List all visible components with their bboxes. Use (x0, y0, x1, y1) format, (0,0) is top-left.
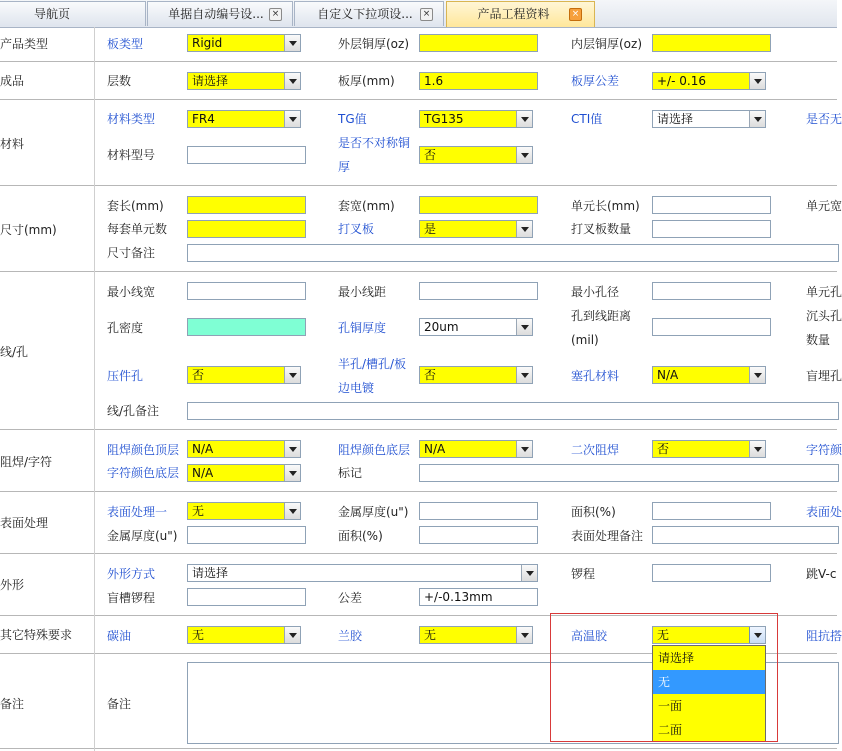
truncated-label: 数量 (806, 333, 831, 347)
routing-input[interactable] (652, 564, 771, 582)
tg-value: TG135 (424, 112, 464, 126)
metal-thickness2-input[interactable] (187, 526, 306, 544)
tolerance-label: 板厚公差 (571, 74, 620, 88)
section-outline: 外形 (0, 578, 25, 592)
section-surface: 表面处理 (0, 516, 49, 530)
solder-bottom-label: 阻焊颜色底层 (338, 443, 411, 457)
outline-method-label: 外形方式 (107, 567, 156, 581)
row-divider (0, 491, 837, 492)
hole-copper-select[interactable] (419, 318, 533, 336)
min-line-width-input[interactable] (187, 282, 306, 300)
hole-density-label: 孔密度 (107, 321, 144, 335)
row-divider (0, 185, 837, 186)
chevron-down-icon[interactable] (516, 221, 532, 237)
size-note-input[interactable] (187, 244, 839, 262)
truncated-label: 跳V-c (806, 567, 837, 581)
outline-method-value: 请选择 (192, 566, 229, 580)
truncated-label: 是否无 (806, 112, 842, 126)
material-model-label: 材料型号 (107, 148, 156, 162)
blind-slot-input[interactable] (187, 588, 306, 606)
carbon-ink-label: 碳油 (107, 629, 132, 643)
asymmetric-copper-select[interactable] (419, 146, 533, 164)
hole-copper-label: 孔铜厚度 (338, 321, 387, 335)
metal-thickness-label: 金属厚度(u") (338, 505, 409, 519)
layers-label: 层数 (107, 74, 132, 88)
hole-density-input[interactable] (187, 318, 306, 336)
chevron-down-icon[interactable] (749, 367, 765, 383)
row-divider (0, 61, 837, 62)
plug-material-label: 塞孔材料 (571, 369, 620, 383)
section-note: 备注 (0, 697, 25, 711)
thickness-input[interactable]: 1.6 (419, 72, 538, 90)
chevron-down-icon[interactable] (516, 367, 532, 383)
chevron-down-icon[interactable] (521, 565, 537, 581)
char-bottom-select[interactable] (187, 464, 301, 482)
column-divider (94, 27, 95, 751)
cti-select[interactable] (652, 110, 766, 128)
outer-copper-input[interactable] (419, 34, 538, 52)
second-solder-label: 二次阻焊 (571, 443, 620, 457)
material-model-input[interactable] (187, 146, 306, 164)
section-solder: 阻焊/字符 (0, 455, 53, 469)
routing-label: 锣程 (571, 567, 596, 581)
chevron-down-icon[interactable] (284, 367, 300, 383)
units-per-set-label: 每套单元数 (107, 222, 168, 236)
tab-bar (0, 0, 837, 28)
truncated-label: 字符颜 (806, 443, 842, 457)
truncated-label: 盲埋孔 (806, 369, 842, 383)
thickness-label: 板厚(mm) (338, 74, 395, 88)
truncated-label: 表面处 (806, 505, 842, 519)
set-length-label: 套长(mm) (107, 199, 164, 213)
tab-label: 产品工程资料 (477, 7, 550, 21)
press-fit-hole-value: 否 (192, 368, 205, 382)
chevron-down-icon[interactable] (749, 441, 765, 457)
close-icon[interactable]: × (569, 8, 582, 21)
outer-copper-label: 外层铜厚(oz) (338, 37, 410, 51)
metal-thickness-input[interactable] (419, 502, 538, 520)
plug-material-select[interactable] (652, 366, 766, 384)
chevron-down-icon[interactable] (284, 35, 300, 51)
section-other: 其它特殊要求 (0, 628, 73, 642)
press-fit-hole-select[interactable] (187, 366, 301, 384)
material-type-value: FR4 (192, 112, 215, 126)
outline-method-select[interactable] (187, 564, 538, 582)
plug-material-value: N/A (657, 368, 679, 382)
dropdown-option[interactable]: 一面 (658, 699, 683, 713)
xout-qty-label: 打叉板数量 (571, 222, 632, 236)
blue-glue-select[interactable] (419, 626, 533, 644)
tab-label: 导航页 (33, 7, 70, 21)
chevron-down-icon[interactable] (516, 111, 532, 127)
tab-navigation[interactable] (0, 1, 146, 26)
size-note-label: 尺寸备注 (107, 246, 156, 260)
dropdown-option[interactable]: 请选择 (658, 651, 695, 665)
truncated-label: 阻抗搭 (806, 629, 842, 643)
surface1-select[interactable] (187, 502, 301, 520)
half-hole-label: 半孔/槽孔/板边电镀 (338, 357, 407, 395)
truncated-label: 沉头孔 (806, 309, 842, 323)
truncated-label: 单元宽 (806, 199, 842, 213)
row-divider (0, 553, 837, 554)
surface1-label: 表面处理一 (107, 505, 168, 519)
row-divider (0, 99, 837, 100)
chevron-down-icon[interactable] (284, 627, 300, 643)
truncated-label: 单元孔 (806, 285, 842, 299)
min-hole-label: 最小孔径 (571, 285, 620, 299)
dropdown-option[interactable]: 二面 (658, 723, 683, 737)
tolerance-select[interactable] (652, 72, 766, 90)
solder-top-select[interactable] (187, 440, 301, 458)
chevron-down-icon[interactable] (516, 319, 532, 335)
char-bottom-value: N/A (192, 466, 214, 480)
board-type-value: Rigid (192, 36, 223, 50)
solder-bottom-value: N/A (424, 442, 446, 456)
min-line-space-input[interactable] (419, 282, 538, 300)
surface-note-label: 表面处理备注 (571, 529, 644, 543)
chevron-down-icon[interactable] (749, 111, 765, 127)
layers-select[interactable] (187, 72, 301, 90)
line-hole-note-input[interactable] (187, 402, 839, 420)
chevron-down-icon[interactable] (284, 111, 300, 127)
section-size: 尺寸(mm) (0, 223, 57, 237)
set-width-input[interactable] (419, 196, 538, 214)
tg-select[interactable] (419, 110, 533, 128)
second-solder-value: 否 (657, 442, 670, 456)
hole-line-distance-label: 孔到线距离(mil) (571, 309, 632, 347)
board-type-label: 板类型 (107, 37, 144, 51)
xout-select[interactable] (419, 220, 533, 238)
row-divider (0, 429, 837, 430)
board-type-select[interactable] (187, 34, 301, 52)
blue-glue-value: 无 (424, 628, 437, 642)
carbon-ink-value: 无 (192, 628, 205, 642)
blue-glue-label: 兰胶 (338, 629, 363, 643)
section-product-type: 产品类型 (0, 37, 49, 51)
inner-copper-input[interactable] (652, 34, 771, 52)
solder-top-value: N/A (192, 442, 214, 456)
chevron-down-icon[interactable] (516, 441, 532, 457)
tab-label: 单据自动编号设... (168, 7, 264, 21)
unit-length-label: 单元长(mm) (571, 199, 640, 213)
tab-product-engineering[interactable] (446, 1, 595, 27)
xout-qty-input[interactable] (652, 220, 771, 238)
surface-note-input[interactable] (652, 526, 839, 544)
material-type-label: 材料类型 (107, 112, 156, 126)
close-icon[interactable]: × (269, 8, 282, 21)
row-divider (0, 748, 837, 749)
area2-input[interactable] (419, 526, 538, 544)
press-fit-hole-label: 压件孔 (107, 369, 144, 383)
chevron-down-icon[interactable] (516, 627, 532, 643)
hole-copper-value: 20um (424, 320, 459, 334)
chevron-down-icon[interactable] (284, 503, 300, 519)
area-input[interactable] (652, 502, 771, 520)
chevron-down-icon[interactable] (284, 441, 300, 457)
chevron-down-icon[interactable] (284, 465, 300, 481)
tab-auto-numbering[interactable] (147, 1, 293, 26)
set-width-label: 套宽(mm) (338, 199, 395, 213)
material-type-select[interactable] (187, 110, 301, 128)
chevron-down-icon[interactable] (284, 73, 300, 89)
tab-label: 自定义下拉项设... (317, 7, 413, 21)
asymmetric-copper-label: 是否不对称铜厚 (338, 136, 411, 174)
tolerance-value: +/- 0.16 (657, 74, 706, 88)
xout-label: 打叉板 (338, 222, 375, 236)
area2-label: 面积(%) (338, 529, 383, 543)
set-length-input[interactable] (187, 196, 306, 214)
asymmetric-copper-value: 否 (424, 148, 437, 162)
cti-value: 请选择 (657, 112, 694, 126)
char-bottom-label: 字符颜色底层 (107, 466, 180, 480)
high-temp-tape-label: 高温胶 (571, 629, 608, 643)
min-line-space-label: 最小线距 (338, 285, 387, 299)
carbon-ink-select[interactable] (187, 626, 301, 644)
blind-slot-label: 盲槽锣程 (107, 591, 156, 605)
cti-label: CTI值 (571, 112, 603, 126)
xout-value: 是 (424, 222, 437, 236)
annotation-highlight-box (550, 613, 778, 742)
surface1-value: 无 (192, 504, 205, 518)
half-hole-value: 否 (424, 368, 437, 382)
line-hole-note-label: 线/孔备注 (107, 404, 160, 418)
inner-copper-label: 内层铜厚(oz) (571, 37, 643, 51)
units-per-set-input[interactable] (187, 220, 306, 238)
chevron-down-icon[interactable] (749, 73, 765, 89)
min-line-width-label: 最小线宽 (107, 285, 156, 299)
min-hole-input[interactable] (652, 282, 771, 300)
metal-thickness2-label: 金属厚度(u") (107, 529, 178, 543)
second-solder-select[interactable] (652, 440, 766, 458)
section-material: 材料 (0, 137, 25, 151)
section-finished: 成品 (0, 74, 25, 88)
hole-line-distance-input[interactable] (652, 318, 771, 336)
dropdown-option-highlighted[interactable]: 无 (653, 670, 765, 694)
close-icon[interactable]: × (420, 8, 433, 21)
layers-value: 请选择 (192, 74, 229, 88)
note-label: 备注 (107, 697, 132, 711)
row-divider (0, 271, 837, 272)
unit-length-input[interactable] (652, 196, 771, 214)
high-temp-tape-value: 无 (657, 628, 670, 642)
chevron-down-icon[interactable] (516, 147, 532, 163)
outline-tolerance-input[interactable]: +/-0.13mm (419, 588, 538, 606)
area-label: 面积(%) (571, 505, 616, 519)
solder-top-label: 阻焊颜色顶层 (107, 443, 180, 457)
mark-input[interactable] (419, 464, 839, 482)
half-hole-select[interactable] (419, 366, 533, 384)
outline-tolerance-label: 公差 (338, 591, 363, 605)
solder-bottom-select[interactable] (419, 440, 533, 458)
section-line-hole: 线/孔 (0, 345, 29, 359)
tab-custom-dropdown[interactable] (294, 1, 444, 26)
mark-label: 标记 (338, 466, 363, 480)
tg-label: TG值 (338, 112, 367, 126)
